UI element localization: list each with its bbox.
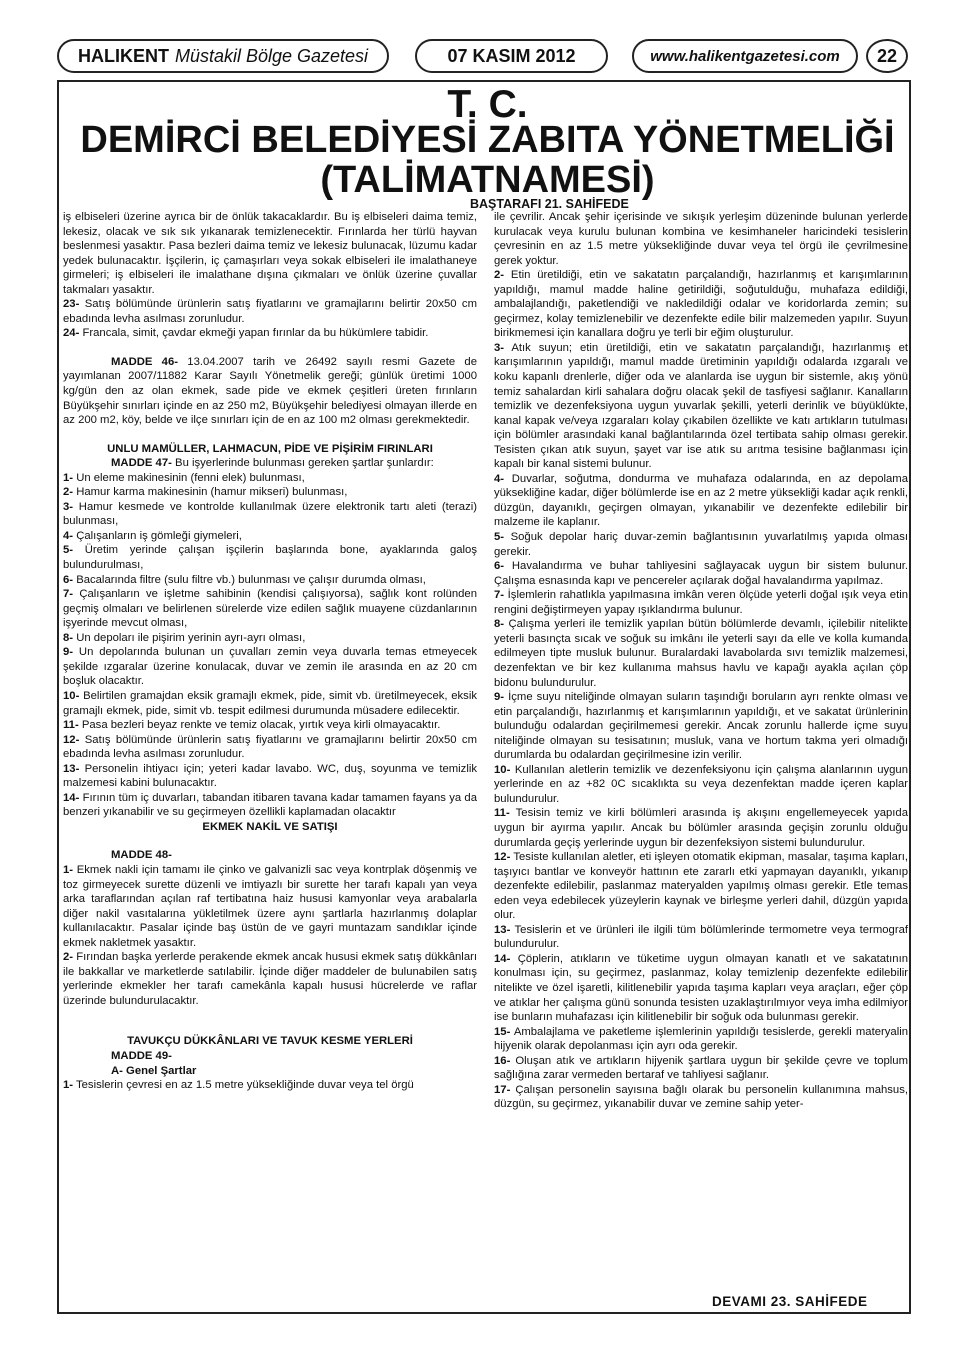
item-number: 17- (494, 1083, 511, 1096)
item-number: 2- (494, 269, 505, 282)
item-number: 1- (63, 1079, 74, 1092)
newspaper-name-banner (57, 39, 389, 73)
paragraph-spacer (63, 834, 477, 848)
item-number: 16- (494, 1054, 511, 1067)
paragraph-spacer (63, 341, 477, 355)
article-paragraph (63, 718, 477, 733)
article-paragraph (494, 690, 908, 763)
paragraph-text: Tesislerin çevresi en az 1.5 metre yüksekliğinde duvar veya tel örgü (75, 1079, 414, 1092)
paragraph-text: Francala, simit, çavdar ekmeği yapan fırınlar da bu hükümlere tabidir. (82, 327, 429, 340)
paragraph-text: Tesislerin et ve ürünleri ile ilgili tüm bölümlerinde termometre veya termograf bulundurulur. (494, 923, 909, 951)
paragraph-text: Satış bölümünde ürünlerin satış fiyatlarını ve gramajlarını belirtir 20x50 cm ebadında levha asılması zorunludur. (63, 733, 477, 761)
item-number: 13- (494, 923, 511, 936)
article-paragraph (63, 297, 477, 326)
paragraph-text: Havalandırma ve buhar tahliyesini sağlayacak uygun bir sistem bulunur. Çalışma esnasında kapı ve pencereler açılarak doğal havalandırma yapılmaz. (494, 560, 909, 587)
article-paragraph (63, 485, 477, 500)
article-paragraph (63, 689, 477, 718)
article-paragraph (63, 762, 477, 791)
paragraph-text: Personelin ihtiyacı için; yeteri kadar lavabo. WC, duş, soyunma ve temizlik malzemesi kabini bulunacaktır. (63, 762, 477, 790)
article-paragraph (63, 529, 477, 544)
article-paragraph (63, 863, 477, 950)
paragraph-text: Hamur karma makinesinin (hamur mikseri) bulunması, (76, 486, 348, 499)
article-paragraph (63, 573, 477, 588)
item-number: 9- (494, 691, 505, 704)
item-number: 8- (63, 631, 74, 644)
paragraph-text: Un depoları ile pişirim yerinin ayrı-ayrı olması, (76, 631, 306, 644)
article-paragraph (494, 341, 908, 472)
article-paragraph (494, 763, 908, 807)
article-paragraph (63, 645, 477, 689)
paragraph-text: 13.04.2007 tarih ve 26492 sayılı resmi Gazete de yayımlanan 2007/11882 Karar Sayılı Yönetmelik gereği; günlük üretimi 1000 kg/gün den az olan ekmek, sade pide ve ekmek çeşitleri üreten fırınların Büyükşehir sınırları içinde en az 250 m2, Büyükşehir belediyesi olmayan illerde en az 200 m2, köy, belde ve ilçe sınırları için de en az 100 m2 olması gerekmektedir. (63, 355, 477, 427)
paragraph-text: Duvarlar, soğutma, dondurma ve muhafaza odalarında, en az depolama yüksekliğine kadar, diğer bölümlerde ise en az 2 metre yüksekliği kadar açık renkli, düzgün, dayanıklı, geçirgen olmayan, yıkanabilir ve dezenfekte edilebilir bir malzeme ile kaplanır. (494, 472, 909, 529)
article-paragraph (63, 543, 477, 572)
article-paragraph (494, 850, 908, 923)
section-heading: TAVUKÇU DÜKKÂNLARI VE TAVUK KESME YERLERİ (127, 1035, 413, 1048)
paragraph-text: Çalışma yerleri ile temizlik yapılan bütün bölümlerde devamlı, içilebilir nitelikte yeterli basınçta sıcak ve soğuk su imkânı ile yeterli sayı da elle ve kolla kumanda edilmeyen tipte musluk bulunur. Buralardaki lavabolarda sıvı temizlik malzemesi, dezenfektan ve bir kez kullanıma mahsus havlu ve kapağı ayakla açılan çöp bidonu bulundurulur. (494, 618, 908, 689)
paragraph-text: Ambalajlama ve paketleme işlemlerinin yapıldığı tesislerde, gerekli materyalin hijyenik olarak depolanması için ayrı oda gerekir. (494, 1025, 908, 1053)
item-number: 4- (63, 529, 74, 542)
article-paragraph (63, 471, 477, 486)
title-line-1: T. C. (447, 83, 528, 126)
item-number: 15- (494, 1025, 511, 1038)
issue-date: 07 KASIM 2012 (415, 39, 608, 73)
website-link[interactable]: www.halikentgazetesi.com (632, 39, 858, 73)
paragraph-text: Un depolarında bulunan un çuvalları zemin veya duvarla temas etmeyecek şekilde ızgaralar üzerine konulacak, duvar ve zemin ile arasında en az 20 cm boşluk olacaktır. (63, 646, 477, 688)
article-paragraph (63, 1078, 477, 1093)
paragraph-text: Çalışanların iş gömleği giymeleri, (76, 529, 242, 542)
article-paragraph (494, 530, 908, 559)
article-paragraph (494, 1025, 908, 1054)
paragraph-text: İçme suyu niteliğinde olmayan suların taşındığı boruların ayrı renkte olması ve etin parçalandığı, hazırlanmış et karışımlarının yapıldığı, et ve sakatat ürünlerinin bulunduğu odalardan geçirilmemesi gerekir. Ancak zorunlu hallerde içme suyu niteliğinde olmayan su tesisatının; musluk, vana ve hortum takma yeri olmadığı durumlarda bu odalardan geçirilmesine izin verilir. (494, 691, 908, 762)
continued-from-label: BAŞTARAFI 21. SAHİFEDE (470, 197, 629, 211)
item-number: 1- (63, 863, 74, 876)
item-number: 7- (63, 588, 74, 601)
article-paragraph (494, 806, 908, 850)
page-number: 22 (866, 39, 908, 73)
continued-to-label: DEVAMI 23. SAHİFEDE (712, 1294, 868, 1309)
article-paragraph (63, 326, 477, 341)
paragraph-text: Kullanılan aletlerin temizlik ve dezenfeksiyonu için çalışma alanlarının uygun yerlerinde en az +82 0C sıcaklıkta su veya dezenfektan madde içeren kaplar bulundurulur. (494, 763, 908, 805)
article-paragraph (494, 952, 908, 1025)
paragraph-text: Çalışanların ve işletme sahibinin (kendisi çalışıyorsa), sağlık kont rolünden geçmiş olmaları ve belirlenen sürelerde vize edilen sağlık muayene cüzdanlarının işyerinde mevcut olması, (63, 588, 477, 630)
item-number: 9- (63, 646, 74, 659)
item-number: 14- (494, 952, 511, 965)
newspaper-brand: HALIKENT (77, 45, 169, 66)
item-number: 12- (63, 733, 80, 746)
paragraph-text: İşlemlerin rahatlıkla yapılmasına imkân veren ölçüde yeterli doğal ışık veya etin rengini değiştirmeyen yapay ışıklandırma bulunur. (494, 589, 908, 616)
item-number: 6- (63, 573, 74, 586)
item-number: 5- (63, 544, 74, 557)
paragraph-spacer (63, 428, 477, 442)
article-paragraph (63, 500, 477, 529)
item-number: 3- (63, 500, 74, 513)
paragraph-text: Üretim yerinde çalışan işçilerin başlarında bone, ayaklarında galoş bulundurulması, (63, 544, 477, 572)
article-number: A- Genel Şartlar (111, 1064, 197, 1077)
item-number: 24- (63, 327, 80, 340)
article-paragraph (63, 631, 477, 646)
article-paragraph (63, 587, 477, 631)
article-paragraph (63, 355, 477, 428)
paragraph-text: iş elbiseleri üzerine ayrıca bir de önlük takacaklardır. Bu iş elbiseleri daima temiz, lekesiz, olacak ve sık sık yıkanarak temizlenecektir. Fırınlarda her türlü hayvan beslenmesi yasaktır. Pasa bezleri daima temiz ve lekesiz bulunacak, lüzumu kadar yedek bulunacaktır. İşçilerin, iç çamaşırları veya sokak elbiseleri ile imalathaneye girmeleri; iş elbiseleri ile imalathane dışına çıkmaları ve önlük üzerine çuvallar takmaları yasaktır. (63, 211, 477, 296)
item-number: 8- (494, 618, 505, 631)
title-line-2: DEMİRCİ BELEDİYESİ ZABITA YÖNETMELİĞİ (80, 119, 895, 161)
article-paragraph (63, 456, 477, 471)
item-number: 11- (494, 807, 510, 820)
item-number: 7- (494, 589, 505, 602)
item-number: 13- (63, 762, 80, 775)
paragraph-text: Fırının tüm iç duvarları, tabandan itibaren tavana kadar tamamen fayans ya da benzeri yıkanabilir ve su geçirmeyen özellikli kaplamadan olacaktır (63, 791, 477, 819)
article-paragraph (494, 472, 908, 530)
paragraph-text: Atık suyun; etin üretildiği, etin ve sakatatın parçalandığı, hazırlanmış et karışımlarının yapıldığı, mamul madde üretiminin yapıldığı odalarda ızgaralı ve koku kapanlı drenlerle, diğer oda ve alanlarda ise uygun bir sistemle, akış yönü temiz sahalardan kirli sahalara doğru olacak şekil de tasfiyesi sağlanır. Kanalların temizlik ve dezenfeksiyona uygun yuvarlak şekilli, yeterli derinlik ve büyüklükte, kanal kapak ve/veya ızgaraları kolay çıkabilen özellikte ve katı artıkların tutulması için bölümler arasındaki kanal bağlantılarında özel tertibata sahip olması gerekir. Tesisten çıkan atık suyun, şayet var ise atık su arıtma tesisine bağlanması için kapalı bir kanal sistemi bulunur. (494, 341, 909, 471)
item-number: 1- (63, 471, 74, 484)
article-paragraph (494, 617, 908, 690)
article-paragraph (494, 210, 908, 268)
paragraph-text: Tesiste kullanılan aletler, eti işleyen otomatik ekipman, masalar, taşıma kapları, taşıyıcı bantlar ve konveyör hattının ete zararlı etki yapmayan dayanıklı, yıkanıp dezenfekte edilebilir, paslanmaz materyalden yapılmış olması gerekir. Etle temas eden veya edebilecek yüzeylerin kaynak ve birleşme yerleri dahil, düzgün yapıda olur. (494, 851, 908, 922)
article-paragraph (63, 210, 477, 297)
item-number: MADDE 47- (111, 457, 172, 470)
item-number: 10- (494, 763, 511, 776)
item-number: 23- (63, 298, 80, 311)
paragraph-spacer (63, 1008, 477, 1034)
article-paragraph (494, 559, 908, 588)
paragraph-text: Bu işyerlerinde bulunması gereken şartlar şunlardır: (175, 457, 434, 470)
article-paragraph (63, 733, 477, 762)
item-number: 12- (494, 851, 511, 864)
item-number: 4- (494, 472, 505, 485)
item-number: 3- (494, 341, 505, 354)
article-paragraph (494, 1054, 908, 1083)
paragraph-text: Ekmek nakli için tamamı ile çinko ve galvanizli sac veya kontrplak döşenmiş ve toz girmeyecek surette düzenli ve imtiyazlı bir surette her tarafı kapalı yan veya arka taraflarından açılan raf tertibatına haiz hususi kamyonlar veya arabalarla diğer nakil vasıtalarına yükletilmek üzere aynı şartlarla hazırlanmış dolaplar kullanılacaktır. Pasalar içinde baş üstün de ve gayri muntazam sandıklar içinde ekmek nakletmek yasaktır. (63, 863, 478, 949)
paragraph-text: Çalışan personelin sayısına bağlı olarak bu personelin kullanımına mahsus, düzgün, su geçirmez, yıkanabilir duvar ve zemine sahip yeter- (494, 1083, 908, 1111)
article-paragraph (63, 791, 477, 820)
item-number: 5- (494, 531, 505, 544)
paragraph-text: Oluşan atık ve artıkların hijyenik şartlara uygun bir şekilde çevre ve toplum sağlığına zarar vermeden bertaraf ve tahliyesi sağlanır. (494, 1054, 908, 1082)
article-paragraph (494, 923, 908, 952)
paragraph-text: Un eleme makinesinin (fenni elek) bulunması, (76, 471, 305, 484)
paragraph-text: Hamur kesmede ve kontrolde kullanılmak üzere elektronik tartı aleti (terazi) bulunması, (63, 500, 478, 528)
paragraph-text: Soğuk depolar hariç duvar-zemin bağlantısının yuvarlatılmış yapıda olması gerekir. (494, 531, 908, 558)
item-number: 2- (63, 486, 74, 499)
item-number: MADDE 46- (111, 355, 179, 368)
paragraph-text: Satış bölümünde ürünlerin satış fiyatlarını ve gramajlarını belirtir 20x50 cm ebadında levha asılması zorunludur. (63, 298, 477, 325)
article-paragraph (63, 950, 477, 1008)
right-column (494, 210, 908, 1112)
article-paragraph (494, 588, 908, 617)
item-number: 6- (494, 560, 505, 573)
article-paragraph (494, 1083, 908, 1112)
paragraph-text: Çöplerin, atıkların ve tüketime uygun olmayan kanatlı et ve sakatatının konulması için, su geçirmez, paslanmaz, kolay temizlenip dezenfekte edilebilir nitelikte ve özel işaretli, kilitlenebilir yapıda taşıma kapları veya araçları, eğer çöp ve atıklar her çalışma günü sonunda tesisten uzaklaştırılmıyor veya imha edilmiyor ise bunların muhafazası için kilitlenebilir bir soğuk oda bulunması gerekir. (494, 952, 909, 1024)
paragraph-text: Tesisin temiz ve kirli bölümleri arasında iş akışını engellemeyecek yapıda uygun bir ayırma yapılır. Ancak bu bölümler arasında geçişin zorunlu olduğu durumlarda geçiş yerlerinde uygun bir dezenfeksiyon sistemi bulundurulur. (494, 807, 908, 849)
item-number: 10- (63, 689, 80, 702)
title-line-3: (TALİMATNAMESİ) (320, 159, 655, 201)
newspaper-subtitle: Müstakil Bölge Gazetesi (174, 45, 369, 66)
section-heading: EKMEK NAKİL VE SATIŞI (202, 820, 338, 833)
article-number: MADDE 49- (111, 1049, 172, 1062)
paragraph-text: ile çevrilir. Ancak şehir içerisinde ve sıkışık yerleşim düzeninde bulunan yerlerde kurulacak veya kurulu bulunan kombina ve kesimhaneler haricindeki tesislerin çevresinin en az 1.5 metre yüksekliğinde duvar veya tel örgü ile çevrilmesine gerek yoktur. (494, 211, 908, 267)
paragraph-text: Fırından başka yerlerde perakende ekmek ancak hususi ekmek satış dükkânları ile bakkallar ve marketlerde satılabilir. İçinde diğer maddeler de bulunabilen satış yerlerinde ekmekler her tarafı camekânla kapalı hususi hücrelerde ve raflar üzerinde bulundurulacaktır. (63, 951, 478, 1007)
paragraph-text: Bacalarında filtre (sulu filtre vb.) bulunması ve çalışır durumda olması, (76, 573, 426, 586)
article-paragraph (494, 268, 908, 341)
article-number: MADDE 48- (111, 849, 172, 862)
item-number: 11- (63, 719, 79, 732)
paragraph-text: Pasa bezleri beyaz renkte ve temiz olacak, yırtık veya kirli olmayacaktır. (81, 719, 441, 732)
item-number: 14- (63, 791, 80, 804)
item-number: 2- (63, 951, 74, 964)
paragraph-text: Belirtilen gramajdan eksik gramajlı ekmek, pide, simit vb. üretilmeyecek, eksik gramajlı ekmek, pide, simit vb. tespit edilmesi durumunda müsadere edilecektir. (63, 689, 477, 717)
section-heading: UNLU MAMÜLLER, LAHMACUN, PİDE VE PİŞİRİM FIRINLARI (107, 442, 433, 455)
paragraph-text: Etin üretildiği, etin ve sakatatın parçalandığı, hazırlanmış et karışımlarının yapıldığı, mamul madde haline getirildiği, soğutulduğu, muhafaza edildiği, ambalajlandığı, paketlendiği ve nakledildiği odalar ve koridorlarda zemin; su geçirmez, kolay temizlenebilir ve dezenfekte edile bilir malzemeden yapılır. Suyun birikmemesi için kanallara doğru ye terli bir eğim oluşturulur. (494, 269, 908, 340)
left-column (63, 210, 477, 1093)
